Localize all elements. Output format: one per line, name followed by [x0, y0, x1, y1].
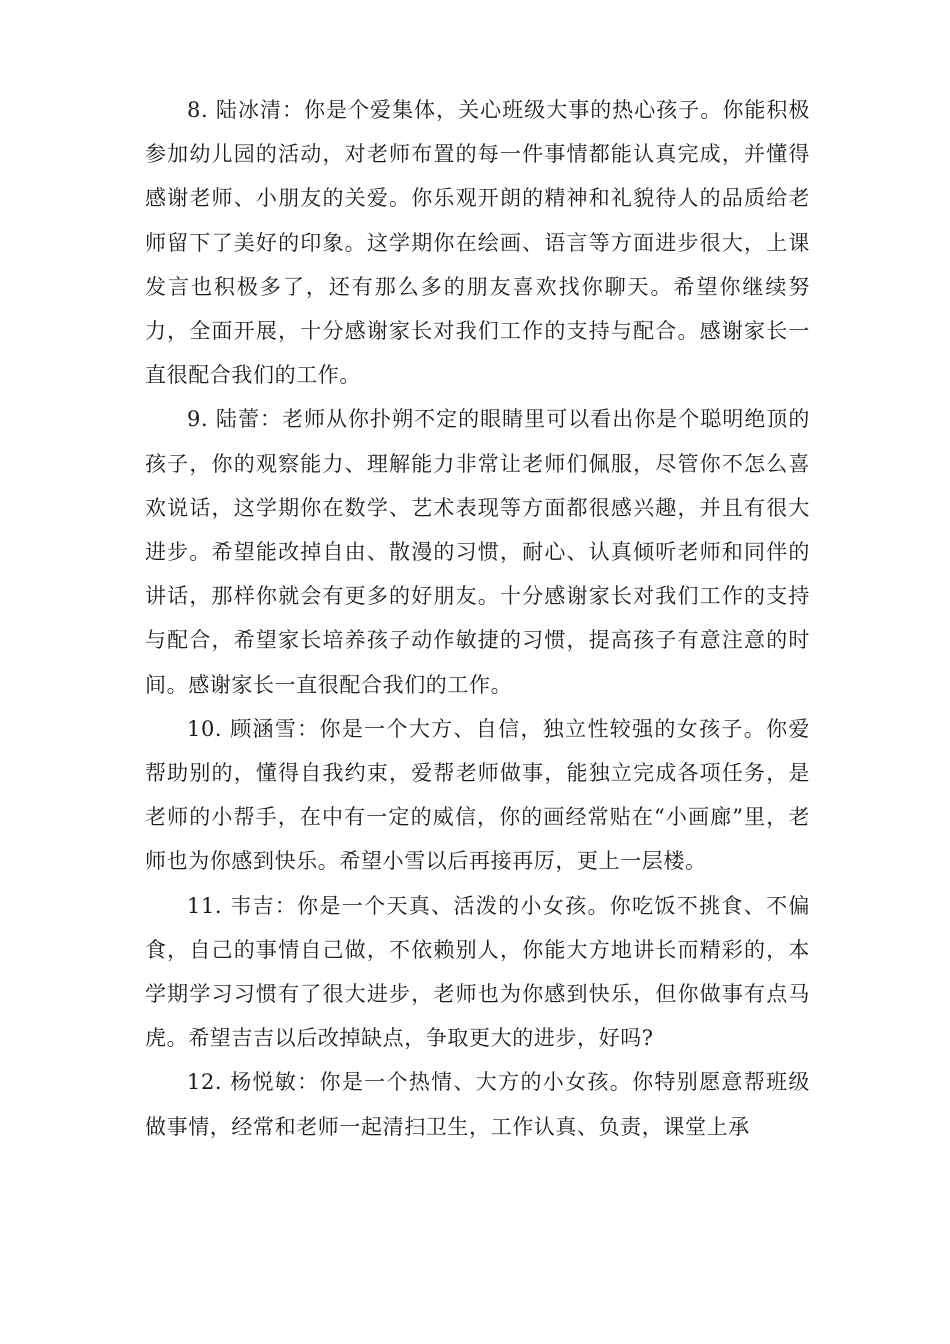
paragraph-12: 12. 杨悦敏：你是一个热情、大方的小女孩。你特别愿意帮班级做事情，经常和老师一起清扫卫生，工作认真、负责，课堂上承 — [145, 1070, 810, 1139]
paragraph-11: 11. 韦吉：你是一个天真、活泼的小女孩。你吃饭不挑食、不偏食，自己的事情自己做，不依赖别人，你能大方地讲长而精彩的，本学期学习习惯有了很大进步，老师也为你感到快乐，但你做事有点马虎。希望吉吉以后改掉缺点，争取更大的进步，好吗? — [145, 893, 810, 1051]
paragraph-8: 8. 陆冰清：你是个爱集体，关心班级大事的热心孩子。你能积极参加幼儿园的活动，对老师布置的每一件事情都能认真完成，并懂得感谢老师、小朋友的关爱。你乐观开朗的精神和礼貌待人的品质给老师留下了美好的印象。这学期你在绘画、语言等方面进步很大，上课发言也积极多了，还有那么多的朋友喜欢找你聊天。希望你继续努力，全面开展，十分感谢家长对我们工作的支持与配合。感谢家长一直很配合我们的工作。 — [145, 98, 810, 388]
document-body — [145, 88, 810, 1149]
paragraph-9: 9. 陆蕾：老师从你扑朔不定的眼睛里可以看出你是个聪明绝顶的孩子，你的观察能力、理解能力非常让老师们佩服，尽管你不怎么喜欢说话，这学期你在数学、艺术表现等方面都很感兴趣，并且有很大进步。希望能改掉自由、散漫的习惯，耐心、认真倾听老师和同伴的讲话，那样你就会有更多的好朋友。十分感谢家长对我们工作的支持与配合，希望家长培养孩子动作敏捷的习惯，提高孩子有意注意的时间。感谢家长一直很配合我们的工作。 — [145, 407, 810, 697]
paragraph-10: 10. 顾涵雪：你是一个大方、自信，独立性较强的女孩子。你爱帮助别的，懂得自我约束，爱帮老师做事，能独立完成各项任务，是老师的小帮手，在中有一定的威信，你的画经常贴在“小画廊”里，老师也为你感到快乐。希望小雪以后再接再厉，更上一层楼。 — [145, 716, 810, 874]
